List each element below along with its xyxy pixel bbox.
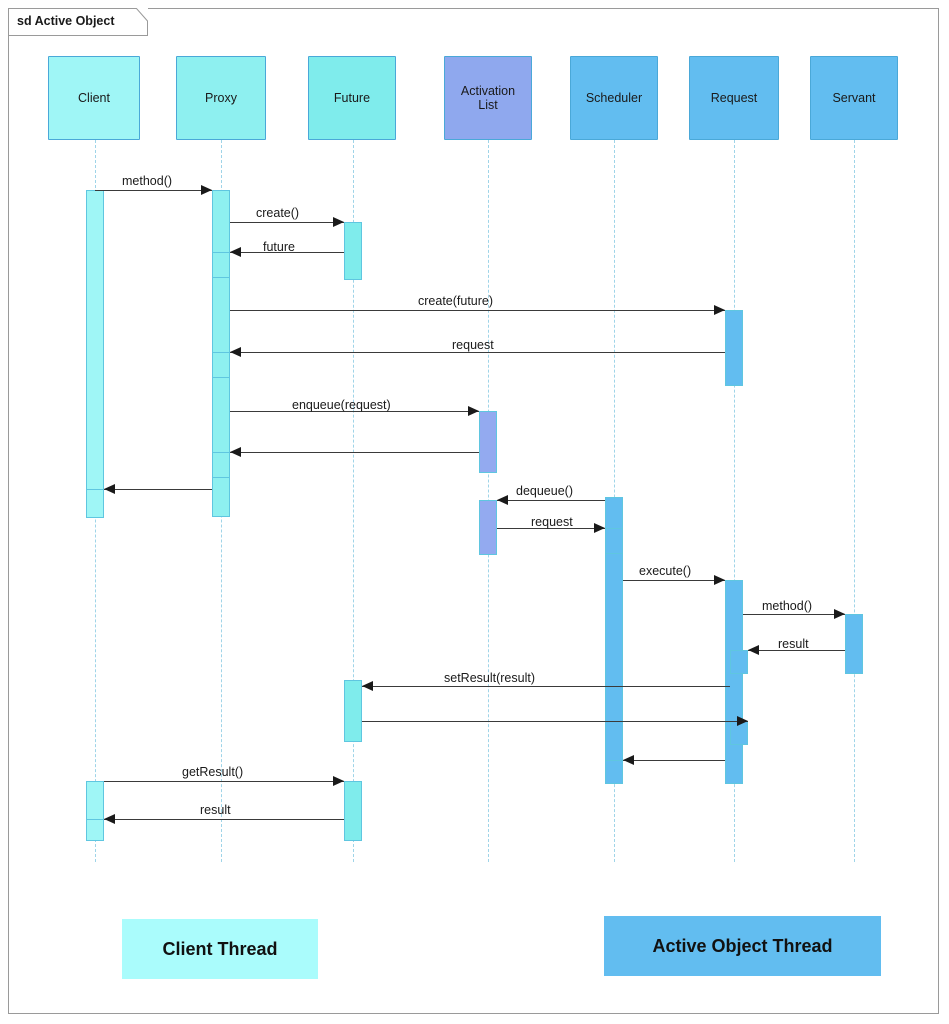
client-thread-legend: Client Thread: [122, 919, 318, 979]
activation-proxy-enqueue-ret: [212, 452, 230, 478]
lifeline-head-request[interactable]: Request: [689, 56, 779, 140]
lifeline-head-future[interactable]: Future: [308, 56, 396, 140]
message-line-method: [95, 190, 212, 191]
activation-client-main: [86, 190, 104, 518]
message-arrowhead-future-return: [230, 247, 241, 257]
message-arrowhead-create: [333, 217, 344, 227]
lifeline-head-scheduler[interactable]: Scheduler: [570, 56, 658, 140]
message-arrowhead-enqueue: [468, 406, 479, 416]
activation-request-create: [725, 310, 743, 386]
message-arrowhead-setresult-ret: [737, 716, 748, 726]
active-object-thread-legend: Active Object Thread: [604, 916, 881, 976]
message-label-create-future: create(future): [418, 294, 494, 308]
message-label-servant-method: method(): [762, 599, 813, 613]
message-line-getresult: [104, 781, 344, 782]
diagram-frame-tab: [8, 8, 148, 36]
message-line-servant-method: [743, 614, 845, 615]
message-line-result: [104, 819, 344, 820]
activation-future-getresult: [344, 781, 362, 841]
message-label-method: method(): [122, 174, 173, 188]
message-arrowhead-servant-method: [834, 609, 845, 619]
message-label-future-return: future: [263, 240, 295, 254]
message-arrowhead-servant-result: [748, 645, 759, 655]
message-line-setresult: [362, 686, 730, 687]
message-line-create-future: [230, 310, 725, 311]
message-arrowhead-method: [201, 185, 212, 195]
message-label-request-msg: request: [531, 515, 573, 529]
message-label-create: create(): [256, 206, 300, 220]
message-label-enqueue: enqueue(request): [292, 398, 391, 412]
message-label-request-return: request: [452, 338, 494, 352]
activation-servant-method: [845, 614, 863, 674]
lifeline-head-servant[interactable]: Servant: [810, 56, 898, 140]
message-arrowhead-create-future: [714, 305, 725, 315]
message-line-create: [230, 222, 344, 223]
lifeline-head-proxy[interactable]: Proxy: [176, 56, 266, 140]
message-arrowhead-execute-ret: [623, 755, 634, 765]
activation-proxy-request-ret: [212, 352, 230, 378]
message-line-dequeue: [497, 500, 605, 501]
frame-label: sd Active Object: [17, 14, 115, 28]
activation-client-result: [86, 819, 104, 841]
message-line-execute-ret: [623, 760, 725, 761]
message-arrowhead-execute: [714, 575, 725, 585]
lifeline-head-activation-list[interactable]: Activation List: [444, 56, 532, 140]
message-arrowhead-enqueue-return: [230, 447, 241, 457]
message-label-dequeue: dequeue(): [516, 484, 573, 498]
message-line-method-return: [104, 489, 212, 490]
activation-scheduler-request: [605, 528, 623, 554]
lifeline-head-client[interactable]: Client: [48, 56, 140, 140]
message-label-result: result: [200, 803, 231, 817]
message-label-getresult: getResult(): [182, 765, 244, 779]
message-line-enqueue-return: [230, 452, 479, 453]
message-label-setresult: setResult(result): [444, 671, 535, 685]
message-line-request-return: [230, 352, 725, 353]
activation-alist-dequeue: [479, 500, 497, 555]
message-label-execute: execute(): [639, 564, 692, 578]
activation-client-return: [86, 489, 104, 518]
message-arrowhead-dequeue: [497, 495, 508, 505]
message-line-setresult-ret: [362, 721, 748, 722]
message-arrowhead-setresult: [362, 681, 373, 691]
message-arrowhead-request-msg: [594, 523, 605, 533]
message-arrowhead-getresult: [333, 776, 344, 786]
activation-request-result: [730, 650, 748, 674]
activation-future-create: [344, 222, 362, 280]
activation-scheduler-callback: [605, 760, 623, 784]
activation-proxy-future-ret: [212, 252, 230, 278]
message-label-servant-result: result: [778, 637, 809, 651]
activation-request-execute: [725, 580, 743, 784]
message-arrowhead-result: [104, 814, 115, 824]
message-arrowhead-request-return: [230, 347, 241, 357]
activation-alist-enqueue: [479, 411, 497, 473]
message-arrowhead-method-return: [104, 484, 115, 494]
activation-future-setresult: [344, 680, 362, 742]
diagram-frame: [8, 8, 939, 1014]
lifeline-axis-servant: [854, 140, 855, 862]
message-line-execute: [623, 580, 725, 581]
